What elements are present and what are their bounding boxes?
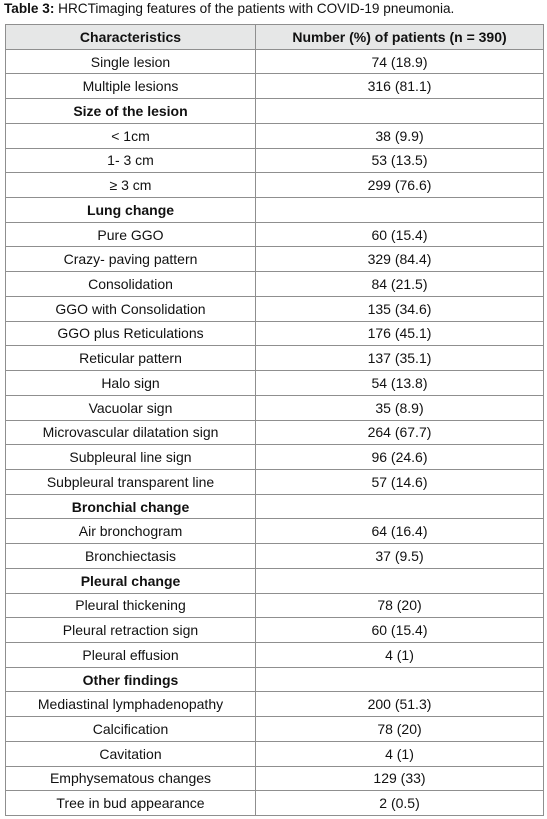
table-row xyxy=(6,741,544,766)
value-cell: 35 (8.9) xyxy=(256,395,544,420)
section-title: Size of the lesion xyxy=(6,99,256,124)
table-row xyxy=(6,74,544,99)
section-header-row xyxy=(6,198,544,223)
table-row xyxy=(6,618,544,643)
characteristic-cell: Pleural retraction sign xyxy=(6,618,256,643)
characteristic-cell: Bronchiectasis xyxy=(6,544,256,569)
table-caption-text: HRCTimaging features of the patients with COVID-19 pneumonia. xyxy=(54,1,455,16)
value-cell: 176 (45.1) xyxy=(256,321,544,346)
value-cell: 78 (20) xyxy=(256,717,544,742)
value-cell: 299 (76.6) xyxy=(256,173,544,198)
characteristic-cell: ≥ 3 cm xyxy=(6,173,256,198)
value-cell: 96 (24.6) xyxy=(256,445,544,470)
characteristic-cell: Subpleural transparent line xyxy=(6,469,256,494)
characteristic-cell: Tree in bud appearance xyxy=(6,791,256,816)
value-cell: 54 (13.8) xyxy=(256,371,544,396)
table-row xyxy=(6,420,544,445)
table-row xyxy=(6,717,544,742)
table-row xyxy=(6,371,544,396)
value-cell: 64 (16.4) xyxy=(256,519,544,544)
table-row xyxy=(6,123,544,148)
table-row xyxy=(6,445,544,470)
table-caption-label: Table 3: xyxy=(4,1,55,16)
table-header-row xyxy=(6,25,544,50)
characteristic-cell: 1- 3 cm xyxy=(6,148,256,173)
table-row xyxy=(6,766,544,791)
table-row xyxy=(6,247,544,272)
value-cell: 38 (9.9) xyxy=(256,123,544,148)
characteristic-cell: Reticular pattern xyxy=(6,346,256,371)
section-title: Pleural change xyxy=(6,568,256,593)
table-caption xyxy=(4,0,454,17)
value-cell: 60 (15.4) xyxy=(256,222,544,247)
characteristic-cell: GGO with Consolidation xyxy=(6,296,256,321)
section-empty-cell xyxy=(256,99,544,124)
characteristic-cell: Halo sign xyxy=(6,371,256,396)
table-row xyxy=(6,642,544,667)
value-cell: 78 (20) xyxy=(256,593,544,618)
value-cell: 57 (14.6) xyxy=(256,469,544,494)
table-body xyxy=(6,49,544,815)
table-header xyxy=(6,25,544,50)
section-empty-cell xyxy=(256,667,544,692)
value-cell: 2 (0.5) xyxy=(256,791,544,816)
table-row xyxy=(6,791,544,816)
value-cell: 60 (15.4) xyxy=(256,618,544,643)
characteristic-cell: Subpleural line sign xyxy=(6,445,256,470)
table-row xyxy=(6,395,544,420)
characteristic-cell: GGO plus Reticulations xyxy=(6,321,256,346)
section-empty-cell xyxy=(256,198,544,223)
value-cell: 4 (1) xyxy=(256,741,544,766)
characteristic-cell: Single lesion xyxy=(6,49,256,74)
section-header-row xyxy=(6,99,544,124)
characteristic-cell: Crazy- paving pattern xyxy=(6,247,256,272)
characteristic-cell: Emphysematous changes xyxy=(6,766,256,791)
value-cell: 84 (21.5) xyxy=(256,272,544,297)
characteristic-cell: Vacuolar sign xyxy=(6,395,256,420)
value-cell: 137 (35.1) xyxy=(256,346,544,371)
table-row xyxy=(6,544,544,569)
value-cell: 200 (51.3) xyxy=(256,692,544,717)
characteristic-cell: Pleural thickening xyxy=(6,593,256,618)
characteristic-cell: Mediastinal lymphadenopathy xyxy=(6,692,256,717)
table-row xyxy=(6,49,544,74)
column-header-characteristics: Characteristics xyxy=(6,25,256,50)
table-row xyxy=(6,272,544,297)
characteristic-cell: Pleural effusion xyxy=(6,642,256,667)
value-cell: 329 (84.4) xyxy=(256,247,544,272)
column-header-number-percent: Number (%) of patients (n = 390) xyxy=(256,25,544,50)
value-cell: 4 (1) xyxy=(256,642,544,667)
table-row xyxy=(6,346,544,371)
value-cell: 37 (9.5) xyxy=(256,544,544,569)
characteristic-cell: Cavitation xyxy=(6,741,256,766)
table-row xyxy=(6,173,544,198)
characteristic-cell: Multiple lesions xyxy=(6,74,256,99)
value-cell: 316 (81.1) xyxy=(256,74,544,99)
table-row xyxy=(6,296,544,321)
characteristic-cell: Air bronchogram xyxy=(6,519,256,544)
value-cell: 129 (33) xyxy=(256,766,544,791)
section-title: Other findings xyxy=(6,667,256,692)
characteristic-cell: Microvascular dilatation sign xyxy=(6,420,256,445)
hrct-features-table xyxy=(5,24,544,816)
table-row xyxy=(6,519,544,544)
table-row xyxy=(6,469,544,494)
characteristic-cell: Consolidation xyxy=(6,272,256,297)
section-header-row xyxy=(6,568,544,593)
table-row xyxy=(6,148,544,173)
value-cell: 135 (34.6) xyxy=(256,296,544,321)
characteristic-cell: Calcification xyxy=(6,717,256,742)
value-cell: 53 (13.5) xyxy=(256,148,544,173)
value-cell: 264 (67.7) xyxy=(256,420,544,445)
section-header-row xyxy=(6,667,544,692)
table-row xyxy=(6,692,544,717)
section-header-row xyxy=(6,494,544,519)
section-empty-cell xyxy=(256,494,544,519)
value-cell: 74 (18.9) xyxy=(256,49,544,74)
table-row xyxy=(6,222,544,247)
section-empty-cell xyxy=(256,568,544,593)
characteristic-cell: Pure GGO xyxy=(6,222,256,247)
table-row xyxy=(6,321,544,346)
characteristic-cell: < 1cm xyxy=(6,123,256,148)
table-row xyxy=(6,593,544,618)
section-title: Bronchial change xyxy=(6,494,256,519)
section-title: Lung change xyxy=(6,198,256,223)
